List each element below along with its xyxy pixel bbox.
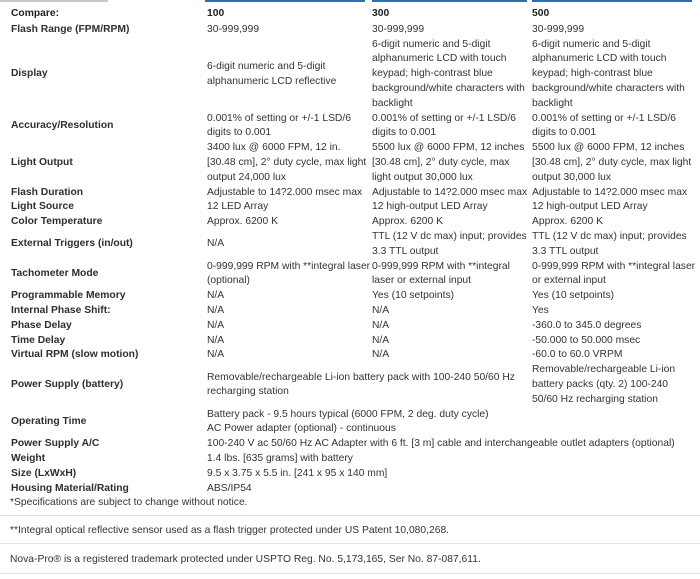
- spec-label: Virtual RPM (slow motion): [11, 349, 139, 361]
- model-100-value: N/A: [207, 304, 225, 316]
- spec-row: [10, 186, 696, 201]
- spec-label: Programmable Memory: [11, 290, 126, 302]
- compare-label: Compare:: [11, 8, 60, 19]
- spec-label: Phase Delay: [11, 319, 72, 331]
- model-100-value: N/A: [207, 349, 225, 361]
- model-500-value: Removable/rechargeable Li-ion battery packs (qty. 2) 100-240 50/60 Hz recharging station: [532, 364, 676, 405]
- shared-value: 100-240 V ac 50/60 Hz AC Adapter with 6 ft. [3 m] cable and interchangeable outlet adapters (optional): [207, 438, 675, 450]
- header-row: [10, 7, 696, 23]
- model-500-value: TTL (12 V dc max) input; provides 3.3 TTL output: [532, 230, 687, 257]
- model-300-value: 0-999,999 RPM with **integral laser or external input: [372, 260, 510, 287]
- trademark-note: Nova-Pro® is a registered trademark protected under USPTO Reg. No. 5,173,165, Ser No. 87-087,611.: [10, 554, 481, 565]
- model-100-value: 12 LED Array: [207, 201, 269, 213]
- model-500-value: 30-999,999: [532, 23, 585, 35]
- model-500-value: Yes: [532, 304, 549, 316]
- model-500-value: -50.000 to 50.000 msec: [532, 334, 641, 346]
- model-100-value: N/A: [207, 319, 225, 331]
- spec-label: Housing Material/Rating: [11, 482, 129, 494]
- specs-note: *Specifications are subject to change without notice.: [10, 497, 248, 508]
- model-500-value: -60.0 to 60.0 VRPM: [532, 349, 623, 361]
- shared-value: ABS/IP54: [207, 482, 252, 494]
- spec-row: [10, 319, 696, 334]
- model-300-value: N/A: [372, 304, 390, 316]
- model-500-value: 0-999,999 RPM with **integral laser or external input: [532, 260, 696, 287]
- spec-row: [10, 112, 696, 142]
- divider: [0, 543, 700, 544]
- spec-label: Operating Time: [11, 415, 87, 427]
- shared-value: Removable/rechargeable Li-ion battery pack with 100-240 50/60 Hz recharging station: [207, 371, 515, 398]
- model-100-value: Approx. 6200 K: [207, 216, 278, 228]
- spec-row: [10, 348, 696, 363]
- model-300-value: TTL (12 V dc max) input; provides 3.3 TTL output: [372, 230, 527, 257]
- spec-row: [10, 363, 696, 407]
- shared-value: 1.4 lbs. [635 grams] with battery: [207, 452, 353, 464]
- spec-row: [10, 334, 696, 349]
- spec-row: [10, 23, 696, 38]
- spec-label: Light Source: [11, 201, 74, 213]
- model-100-value: Adjustable to 14?2.000 msec max: [207, 186, 363, 198]
- spec-row: [10, 437, 696, 452]
- model-500-value: 12 high-output LED Array: [532, 201, 648, 213]
- model-300-value: 0.001% of setting or +/-1 LSD/6 digits to 0.001: [372, 112, 516, 139]
- spec-label: Weight: [11, 452, 46, 464]
- spec-label: Light Output: [11, 156, 73, 168]
- shared-value: 9.5 x 3.75 x 5.5 in. [241 x 95 x 140 mm]: [207, 467, 388, 479]
- model-300-value: 12 high-output LED Array: [372, 201, 488, 213]
- model-100-value: 0-999,999 RPM with **integral laser (optional): [207, 260, 371, 287]
- patent-note: **Integral optical reflective sensor used as a flash trigger protected under US Patent 10,080,268.: [10, 525, 450, 536]
- divider: [0, 515, 700, 516]
- spec-label: Size (LxWxH): [11, 467, 77, 479]
- spec-row: [10, 200, 696, 215]
- top-accent-lines: [0, 0, 700, 3]
- model-500-value: 6-digit numeric and 5-digit alphanumeric LCD with touch keypad; high-contrast blue background/white characters with backlight: [532, 38, 685, 109]
- model-300-value: 30-999,999: [372, 23, 425, 35]
- model-300-value: Approx. 6200 K: [372, 216, 443, 228]
- model-300-value: N/A: [372, 349, 390, 361]
- spec-row: [10, 215, 696, 230]
- spec-row: [10, 408, 696, 438]
- spec-label: Flash Range (FPM/RPM): [11, 23, 130, 35]
- model-100-value: 6-digit numeric and 5-digit alphanumeric LCD reflective: [207, 60, 337, 87]
- model-500-heading: 500: [532, 8, 550, 19]
- model-100-value: N/A: [207, 238, 225, 250]
- model-100-heading: 100: [207, 8, 225, 19]
- spec-label: Power Supply A/C: [11, 438, 100, 450]
- model-300-value: Adjustable to 14?2.000 msec max: [372, 186, 528, 198]
- model-500-value: 5500 lux @ 6000 FPM, 12 inches [30.48 cm], 2° duty cycle, max light output 30,000 lux: [532, 142, 692, 183]
- model-300-value: N/A: [372, 334, 390, 346]
- spec-label: Tachometer Mode: [11, 267, 99, 279]
- comparison-table: [10, 7, 696, 496]
- shared-value: [206, 408, 696, 438]
- model-100-value: 30-999,999: [207, 23, 260, 35]
- spec-row: [10, 230, 696, 260]
- spec-row: [10, 141, 696, 185]
- spec-label: Power Supply (battery): [11, 378, 124, 390]
- model-100-value: 3400 lux @ 6000 FPM, 12 in. [30.48 cm], 2° duty cycle, max light output 24,000 lux: [207, 142, 367, 183]
- spec-row: [10, 38, 696, 112]
- spec-label: Time Delay: [11, 334, 66, 346]
- spec-label: Color Temperature: [11, 216, 103, 228]
- model-300-value: 6-digit numeric and 5-digit alphanumeric LCD with touch keypad; high-contrast blue background/white characters with backlight: [372, 38, 525, 109]
- spec-row: [10, 452, 696, 467]
- model-500-value: Adjustable to 14?2.000 msec max: [532, 186, 688, 198]
- model-100-value: 0.001% of setting or +/-1 LSD/6 digits to 0.001: [207, 112, 351, 139]
- model-500-value: Yes (10 setpoints): [532, 290, 615, 302]
- spec-label: External Triggers (in/out): [11, 238, 133, 250]
- model-300-heading: 300: [372, 8, 390, 19]
- divider: [0, 573, 700, 574]
- model-500-value: -360.0 to 345.0 degrees: [532, 319, 642, 331]
- model-300-value: Yes (10 setpoints): [372, 290, 455, 302]
- model-500-value: 0.001% of setting or +/-1 LSD/6 digits to 0.001: [532, 112, 676, 139]
- spec-row: [10, 482, 696, 497]
- spec-label: Accuracy/Resolution: [11, 119, 114, 131]
- spec-row: [10, 260, 696, 290]
- shared-value-line: Battery pack - 9.5 hours typical (6000 FPM, 2 deg. duty cycle): [207, 408, 489, 420]
- model-500-value: Approx. 6200 K: [532, 216, 603, 228]
- spec-row: [10, 304, 696, 319]
- spec-row: [10, 467, 696, 482]
- spec-label: Display: [11, 68, 48, 80]
- model-300-value: N/A: [372, 319, 390, 331]
- model-100-value: N/A: [207, 290, 225, 302]
- spec-label: Internal Phase Shift:: [11, 304, 111, 316]
- model-100-value: N/A: [207, 334, 225, 346]
- spec-row: [10, 289, 696, 304]
- shared-value-line: AC Power adapter (optional) - continuous: [207, 423, 396, 435]
- spec-label: Flash Duration: [11, 186, 84, 198]
- model-300-value: 5500 lux @ 6000 FPM, 12 inches [30.48 cm], 2° duty cycle, max light output 30,000 lux: [372, 142, 525, 183]
